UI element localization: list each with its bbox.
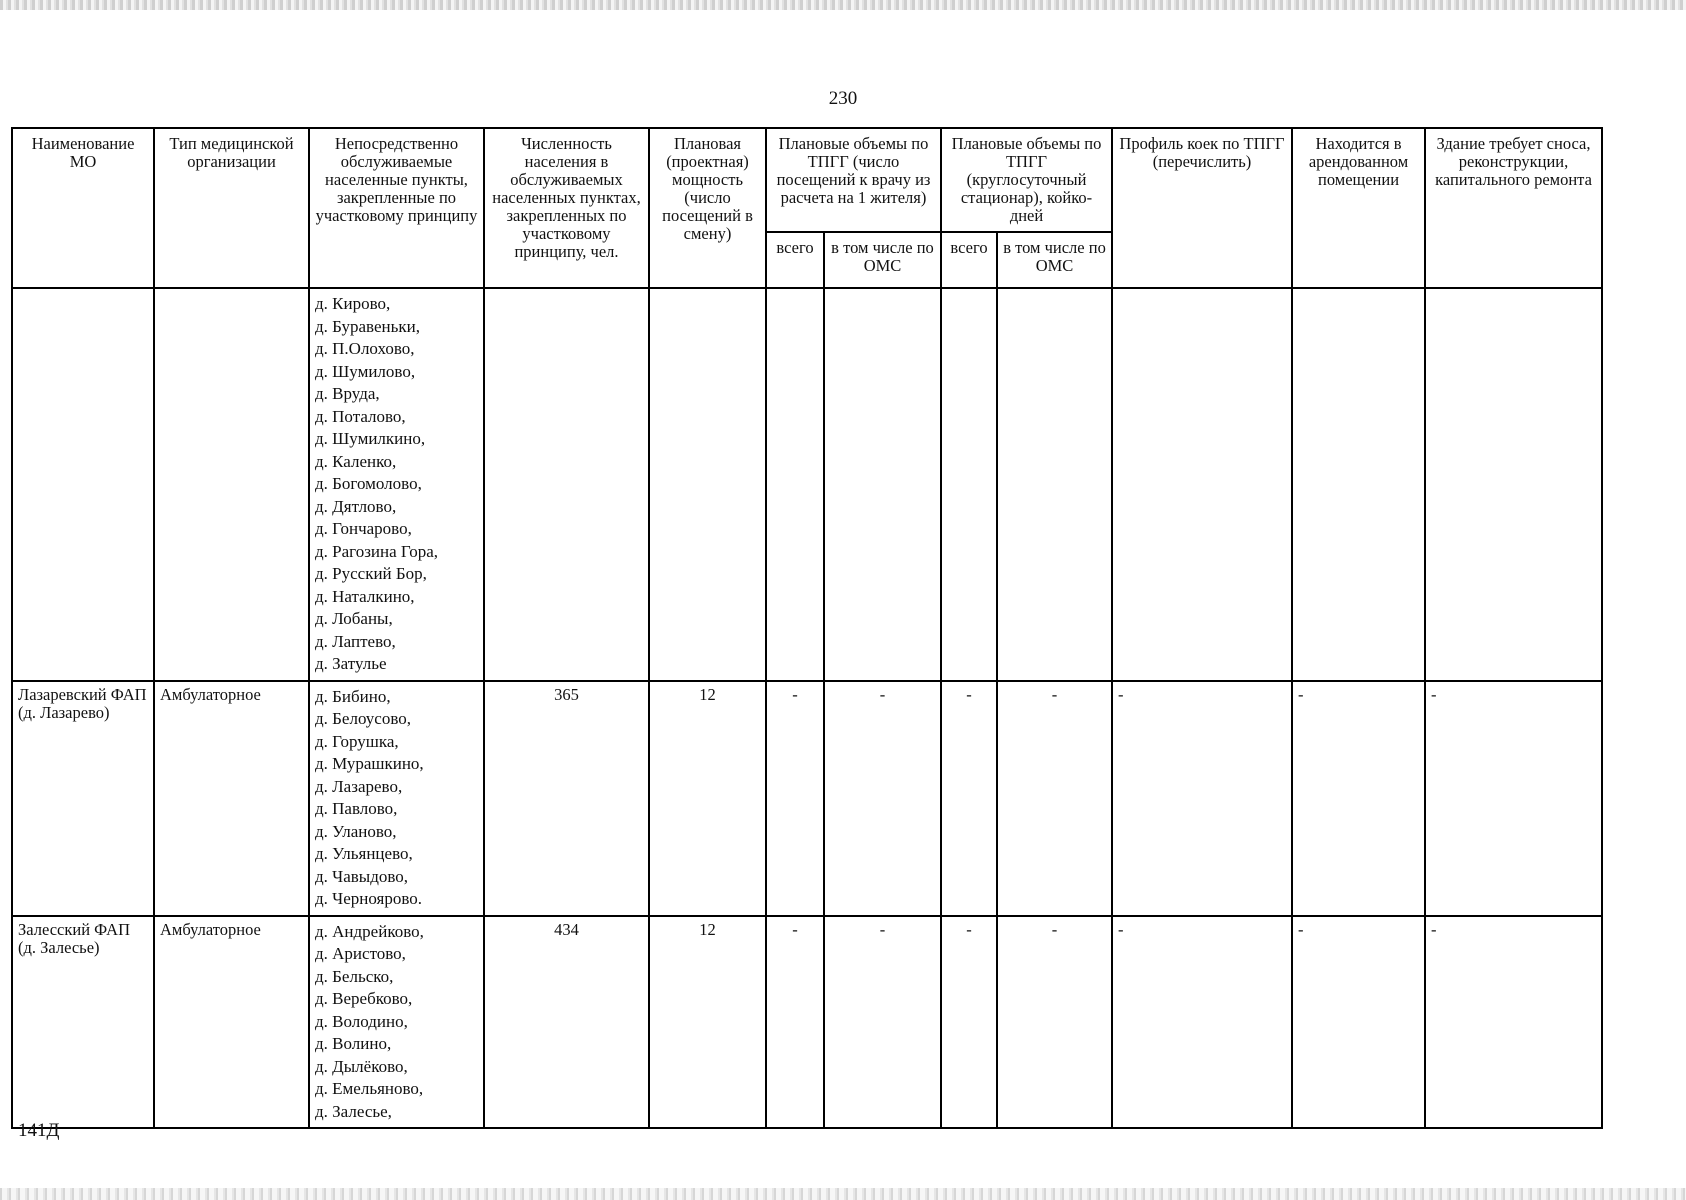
- cell-population: 434: [484, 916, 649, 1129]
- settlement-item: д. Уланово,: [315, 821, 397, 841]
- settlement-item: д. Лобаны,: [315, 609, 393, 628]
- settlement-item: д. Дылёково,: [315, 1056, 408, 1076]
- document-code: 141Д: [18, 1120, 60, 1141]
- cell-building: [1425, 288, 1602, 681]
- cell-beds-oms: [997, 288, 1112, 681]
- cell-building: -: [1425, 681, 1602, 916]
- header-settlements: Непосредственно обслуживаемые населенные пункты, закрепленные по участковому принципу: [309, 128, 484, 288]
- cell-beds-oms: -: [997, 681, 1112, 916]
- cell-visits-oms: [824, 288, 941, 681]
- header-bed-profile: Профиль коек по ТПГГ (перечислить): [1112, 128, 1292, 288]
- settlement-item: д. Андрейково,: [315, 921, 424, 941]
- settlement-item: д. Богомолово,: [315, 474, 422, 493]
- cell-beds-oms: -: [997, 916, 1112, 1129]
- settlement-item: д. Мурашкино,: [315, 754, 424, 773]
- cell-capacity: [649, 288, 766, 681]
- cell-beds-total: -: [941, 916, 997, 1129]
- settlement-item: д. Дятлово,: [315, 496, 397, 516]
- cell-rented: -: [1292, 681, 1425, 916]
- table-row: [12, 681, 1602, 916]
- settlement-item: д. Горушка,: [315, 731, 399, 751]
- cell-org-type: [154, 288, 309, 681]
- cell-org-type: Амбулаторное: [154, 681, 309, 916]
- cell-population: 365: [484, 681, 649, 916]
- settlement-item: д. Волино,: [315, 1034, 392, 1053]
- scan-edge-top: [0, 0, 1686, 10]
- header-name-mo: Наименование МО: [12, 128, 154, 288]
- cell-visits-total: [766, 288, 824, 681]
- settlement-item: д. Емельяново,: [315, 1079, 424, 1098]
- settlement-item: д. Белоусово,: [315, 709, 411, 728]
- settlement-item: д. Каленко,: [315, 451, 397, 471]
- settlement-item: д. Чавыдово,: [315, 866, 409, 886]
- cell-capacity: 12: [649, 916, 766, 1129]
- settlement-item: д. Бельско,: [315, 966, 394, 986]
- cell-name-mo: [12, 288, 154, 681]
- settlement-item: д. Буравеньки,: [315, 316, 420, 336]
- settlement-item: д. П.Олохово,: [315, 339, 415, 358]
- cell-visits-total: -: [766, 681, 824, 916]
- settlement-item: д. Аристово,: [315, 944, 406, 963]
- settlement-item: д. Вруда,: [315, 384, 380, 403]
- settlement-item: д. Павлово,: [315, 799, 398, 818]
- cell-bed-profile: -: [1112, 681, 1292, 916]
- page-number: 230: [828, 88, 858, 109]
- cell-bed-profile: [1112, 288, 1292, 681]
- table-row: [12, 916, 1602, 1129]
- cell-org-type: Амбулаторное: [154, 916, 309, 1129]
- table-header: [12, 128, 1602, 288]
- settlement-item: д. Гончарово,: [315, 519, 412, 538]
- settlement-item: д. Шумилово,: [315, 361, 416, 381]
- cell-capacity: 12: [649, 681, 766, 916]
- cell-visits-oms: -: [824, 681, 941, 916]
- settlement-item: д. Черноярово.: [315, 889, 422, 908]
- cell-bed-profile: -: [1112, 916, 1292, 1129]
- cell-settlements: [309, 288, 484, 681]
- settlement-item: д. Рагозина Гора,: [315, 541, 439, 561]
- settlement-item: д. Володино,: [315, 1011, 408, 1031]
- scan-edge-bottom: [0, 1188, 1686, 1200]
- cell-visits-total: -: [766, 916, 824, 1129]
- cell-settlements: [309, 681, 484, 916]
- settlement-item: д. Веребково,: [315, 989, 413, 1008]
- cell-rented: [1292, 288, 1425, 681]
- settlement-item: д. Русский Бор,: [315, 564, 427, 583]
- header-beds-oms: в том числе по ОМС: [997, 232, 1112, 288]
- header-capacity: Плановая (проектная) мощность (число посещений в смену): [649, 128, 766, 288]
- medical-organizations-table: [11, 127, 1603, 1129]
- cell-visits-oms: -: [824, 916, 941, 1129]
- header-beds-total: всего: [941, 232, 997, 288]
- table-row: [12, 288, 1602, 681]
- settlement-item: д. Наталкино,: [315, 586, 415, 606]
- settlement-item: д. Лазарево,: [315, 776, 403, 796]
- header-visits-group: Плановые объемы по ТПГГ (число посещений к врачу из расчета на 1 жителя): [766, 128, 941, 232]
- settlement-item: д. Бибино,: [315, 686, 391, 706]
- settlement-item: д. Лаптево,: [315, 631, 396, 651]
- header-population: Численность населения в обслуживаемых населенных пунктах, закрепленных по участковому принципу, чел.: [484, 128, 649, 288]
- header-org-type: Тип медицинской организации: [154, 128, 309, 288]
- table-body: [12, 288, 1602, 1128]
- cell-beds-total: [941, 288, 997, 681]
- cell-beds-total: -: [941, 681, 997, 916]
- header-rented: Находится в арендованном помещении: [1292, 128, 1425, 288]
- settlement-item: д. Шумилкино,: [315, 429, 426, 448]
- settlement-item: д. Ульянцево,: [315, 844, 413, 863]
- cell-building: -: [1425, 916, 1602, 1129]
- settlement-item: д. Кирово,: [315, 294, 391, 313]
- header-beds-group: Плановые объемы по ТПГГ (круглосуточный стационар), койко-дней: [941, 128, 1112, 232]
- header-building: Здание требует сноса, реконструкции, капитального ремонта: [1425, 128, 1602, 288]
- cell-settlements: [309, 916, 484, 1129]
- cell-population: [484, 288, 649, 681]
- settlement-item: д. Залесье,: [315, 1101, 392, 1121]
- cell-rented: -: [1292, 916, 1425, 1129]
- settlement-item: д. Затулье: [315, 654, 387, 673]
- cell-name-mo: Лазаревский ФАП (д. Лазарево): [12, 681, 154, 916]
- header-visits-oms: в том числе по ОМС: [824, 232, 941, 288]
- header-visits-total: всего: [766, 232, 824, 288]
- settlement-item: д. Поталово,: [315, 406, 406, 426]
- cell-name-mo: Залесский ФАП (д. Залесье): [12, 916, 154, 1129]
